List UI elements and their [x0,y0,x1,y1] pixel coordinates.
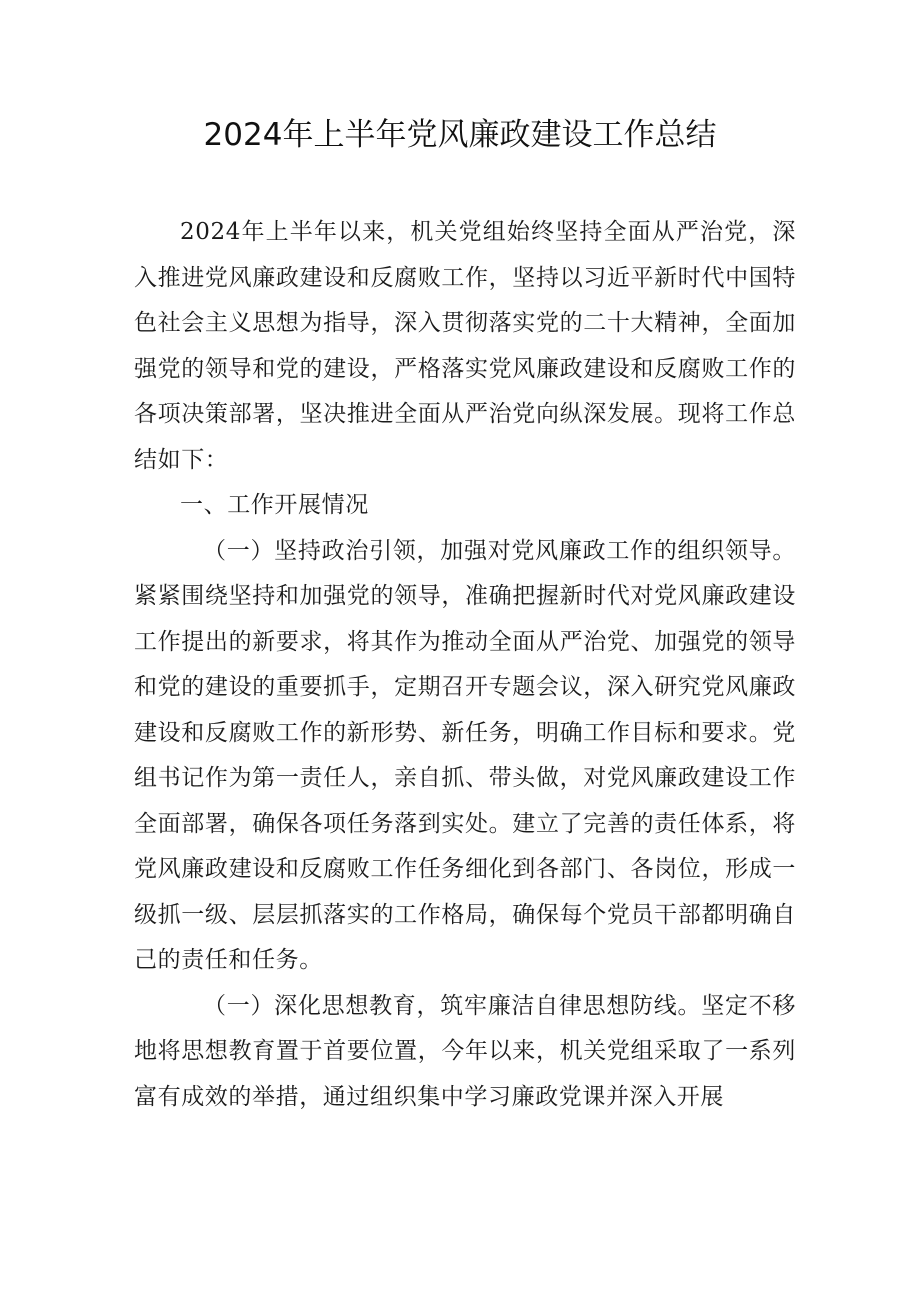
subsection-paragraph-1: （一）坚持政治引领，加强对党风廉政工作的组织领导。紧紧围绕坚持和加强党的领导，准确把握新时代对党风廉政建设工作提出的新要求，将其作为推动全面从严治党、加强党的领导和党的建设的重要抓手，定期召开专题会议，深入研究党风廉政建设和反腐败工作的新形势、新任务，明确工作目标和要求。党组书记作为第一责任人，亲自抓、带头做，对党风廉政建设工作全面部署，确保各项任务落到实处。建立了完善的责任体系，将党风廉政建设和反腐败工作任务细化到各部门、各岗位，形成一级抓一级、层层抓落实的工作格局，确保每个党员干部都明确自己的责任和任务。 [134,537,796,973]
subsection-paragraph-2: （一）深化思想教育，筑牢廉洁自律思想防线。坚定不移地将思想教育置于首要位置，今年以来，机关党组采取了一系列富有成效的举措，通过组织集中学习廉政党课并深入开展 [134,992,796,1110]
document-title: 2024年上半年党风廉政建设工作总结 [203,117,717,153]
section-heading: 一、工作开展情况 [180,492,369,518]
intro-paragraph: 2024年上半年以来，机关党组始终坚持全面从严治党，深入推进党风廉政建设和反腐败工作，坚持以习近平新时代中国特色社会主义思想为指导，深入贯彻落实党的二十大精神，全面加强党的领导和党的建设，严格落实党风廉政建设和反腐败工作的各项决策部署，坚决推进全面从严治党向纵深发展。现将工作总结如下： [134,219,796,473]
document-body [134,210,796,1120]
